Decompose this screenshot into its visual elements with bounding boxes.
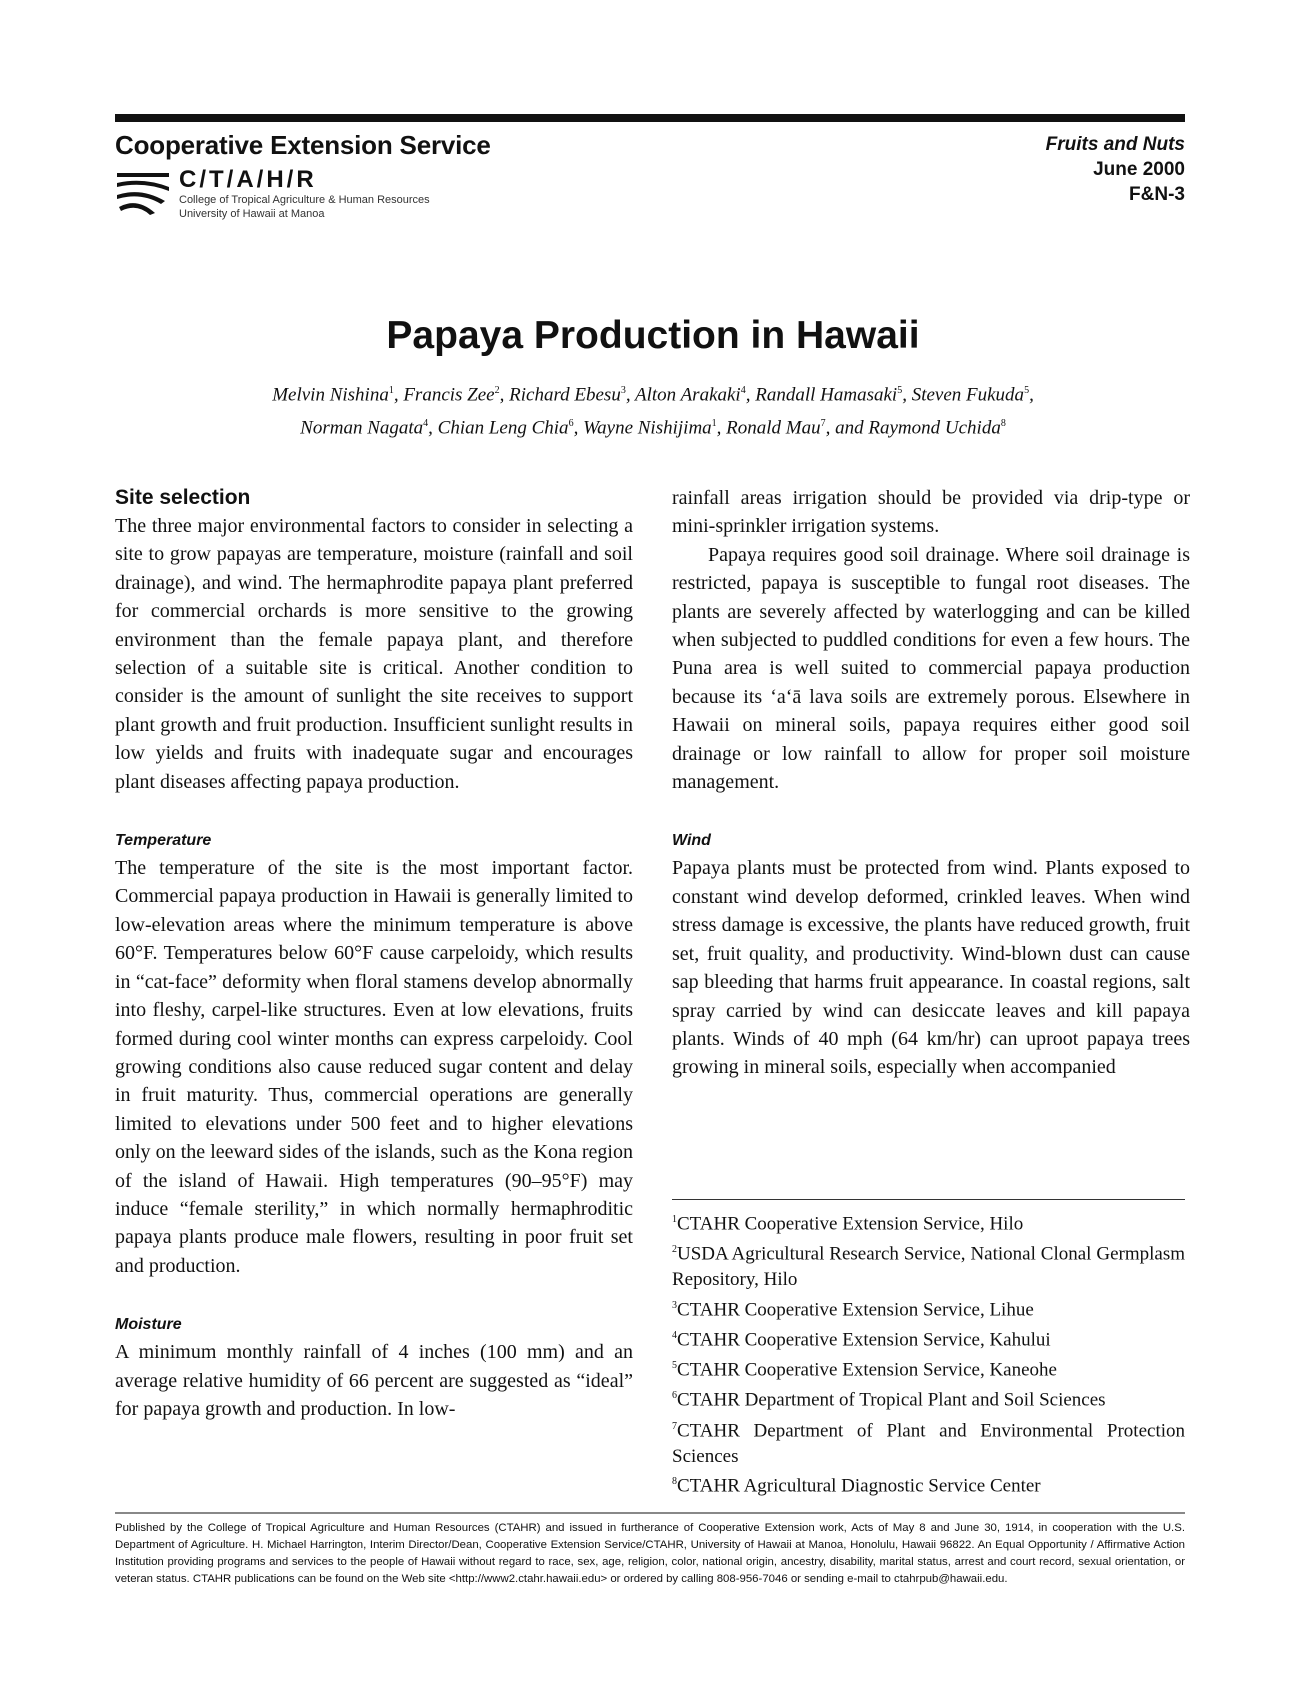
- author-name: Randall Hamasaki: [755, 384, 898, 406]
- logo-row: [115, 167, 491, 221]
- college-name: College of Tropical Agriculture & Human Resources: [179, 194, 430, 206]
- publication-id: F&N-3: [1129, 184, 1185, 205]
- university-name: University of Hawaii at Manoa: [179, 208, 325, 220]
- author-name: Norman Nagata: [300, 417, 424, 439]
- footer-rule: [115, 1512, 1185, 1514]
- publisher-block: [115, 130, 491, 221]
- subheading-wind: Wind: [672, 832, 711, 850]
- subheading-temperature: Temperature: [115, 832, 212, 850]
- publication-info: Published by the College of Tropical Agriculture and Human Resources (CTAHR) and issued in furtherance of Cooperative Extension work, Acts of May 8 and June 30, 1914, in cooperation with the U.S. Department of Agriculture. H. Michael Harrington, Interim Director/Dean, Cooperative Extension Service/CTAHR, University of Hawaii at Manoa, Honolulu, Hawaii 96822. An Equal Opportunity / Affirmative Action Institution providing programs and services to the people of Hawaii without regard to race, sex, age, religion, color, national origin, ancestry, disability, marital status, arrest and court record, sexual orientation, or veteran status. CTAHR publications can be found on the Web site <http://www2.ctahr.hawaii.edu> or ordered by calling 808-956-7046 or sending e-mail to ctahrpub@hawaii.edu.: [115, 1522, 1185, 1585]
- footnote: $^2$USDA Agricultural Research Service, National Clonal Germplasm Repository, Hilo: [672, 1243, 1185, 1291]
- author-name: Melvin Nishina: [272, 384, 389, 406]
- document-title: Papaya Production in Hawaii: [386, 314, 920, 357]
- author-name: Francis Zee: [403, 384, 495, 406]
- footnote-list: [672, 1207, 1185, 1500]
- drainage-paragraph: Papaya requires good soil drainage. Where soil drainage is restricted, papaya is susceptible to fungal root diseases. The plants are severely affected by waterlogging and can be killed when subjected to puddled conditions for even a few hours. The Puna area is well suited to commercial papaya production because its ‘a‘ā lava soils are extremely porous. Elsewhere in Hawaii on mineral soils, papaya requires either good soil drainage or low rainfall to allow for proper soil moisture management.: [672, 543, 1190, 794]
- publication-date: June 2000: [1093, 159, 1185, 180]
- author-name: Wayne Nishijima: [583, 417, 712, 439]
- footnote-rule: [672, 1199, 1185, 1200]
- moisture-paragraph-continued: rainfall areas irrigation should be provided via drip-type or mini-sprinkler irrigation systems.: [672, 487, 1190, 538]
- author-list: Melvin Nishina$^1$, Francis Zee$^2$, Richard Ebesu$^3$, Alton Arakaki$^4$, Randall Hamasaki$^5$, Steven Fukuda$^5$, Norman Nagata$^4$, Chian Leng Chia$^6$, Wayne Nishijima$^1$, Ronald Mau$^7$, and Raymond Uchida$^8$: [272, 384, 1034, 439]
- temperature-paragraph: The temperature of the site is the most important factor. Commercial papaya production in Hawaii is generally limited to low-elevation areas where the minimum temperature is above 60°F. Temperatures below 60°F cause carpeloidy, which results in “cat-face” deformity when floral stamens develop abnormally into fleshy, carpel-like structures. Even at low elevations, fruits formed during cool winter months can express carpeloidy. Cool growing conditions also cause reduced sugar content and delay in fruit maturity. Thus, commercial operations are generally limited to elevations under 500 feet and to higher elevations only on the leeward sides of the islands, such as the Kona region of the island of Hawaii. High temperatures (90–95°F) may induce “female sterility,” in which normally hermaphroditic papaya plants produce male flowers, resulting in poor fruit set and production.: [115, 857, 633, 1277]
- author-name: Chian Leng Chia: [437, 417, 569, 439]
- right-column: [672, 484, 1190, 1082]
- moisture-paragraph: A minimum monthly rainfall of 4 inches (100 mm) and an average relative humidity of 66 percent are suggested as “ideal” for papaya growth and production. In low-: [115, 1341, 633, 1420]
- ctahr-wordmark: C/T/A/H/R: [179, 166, 317, 193]
- footnote: $^5$CTAHR Cooperative Extension Service, Kaneohe: [672, 1359, 1057, 1381]
- site-selection-paragraph: The three major environmental factors to consider in selecting a site to grow papayas are temperature, moisture (rainfall and soil drainage), and wind. The hermaphrodite papaya plant preferred for commercial orchards is more sensitive to the growing environment than the female papaya plant, and therefore selection of a suitable site is critical. Another condition to consider is the amount of sunlight the site receives to support plant growth and fruit production. Insufficient sunlight results in low yields and fruits with inadequate sugar and encourages plant diseases affecting papaya production.: [115, 515, 633, 793]
- logo-text-block: [179, 167, 430, 221]
- footnote: $^4$CTAHR Cooperative Extension Service, Kahului: [672, 1329, 1051, 1351]
- publication-meta: [1046, 132, 1185, 207]
- left-column: [115, 484, 633, 1423]
- wind-paragraph: Papaya plants must be protected from wind. Plants exposed to constant wind develop deformed, crinkled leaves. When wind stress damage is excessive, the plants have reduced growth, fruit set, fruit quality, and productivity. Wind-blown dust can cause sap bleeding that harms fruit appearance. In coastal regions, salt spray carried by wind can desiccate leaves and kill papaya plants. Winds of 40 mph (64 km/hr) can uproot papaya trees growing in mineral soils, especially when accompanied: [672, 857, 1190, 1079]
- footnote: $^1$CTAHR Cooperative Extension Service, Hilo: [672, 1213, 1024, 1235]
- footnote: $^8$CTAHR Agricultural Diagnostic Service Center: [672, 1475, 1041, 1497]
- subheading-moisture: Moisture: [115, 1316, 182, 1334]
- author-name: Richard Ebesu: [509, 384, 621, 406]
- author-name: Alton Arakaki: [635, 384, 741, 406]
- ctahr-logo-icon: [115, 167, 171, 219]
- header-rule: [115, 114, 1185, 122]
- org-name: Cooperative Extension Service: [115, 130, 491, 160]
- author-name: Raymond Uchida: [868, 417, 1001, 439]
- footnote: $^7$CTAHR Department of Plant and Environmental Protection Sciences: [672, 1419, 1185, 1467]
- series-name: Fruits and Nuts: [1045, 134, 1185, 155]
- author-name: Ronald Mau: [726, 417, 821, 439]
- author-name: Steven Fukuda: [911, 384, 1025, 406]
- footnote: $^3$CTAHR Cooperative Extension Service, Lihue: [672, 1299, 1034, 1321]
- section-heading-site-selection: Site selection: [115, 486, 251, 509]
- footnote: $^6$CTAHR Department of Tropical Plant and Soil Sciences: [672, 1389, 1106, 1411]
